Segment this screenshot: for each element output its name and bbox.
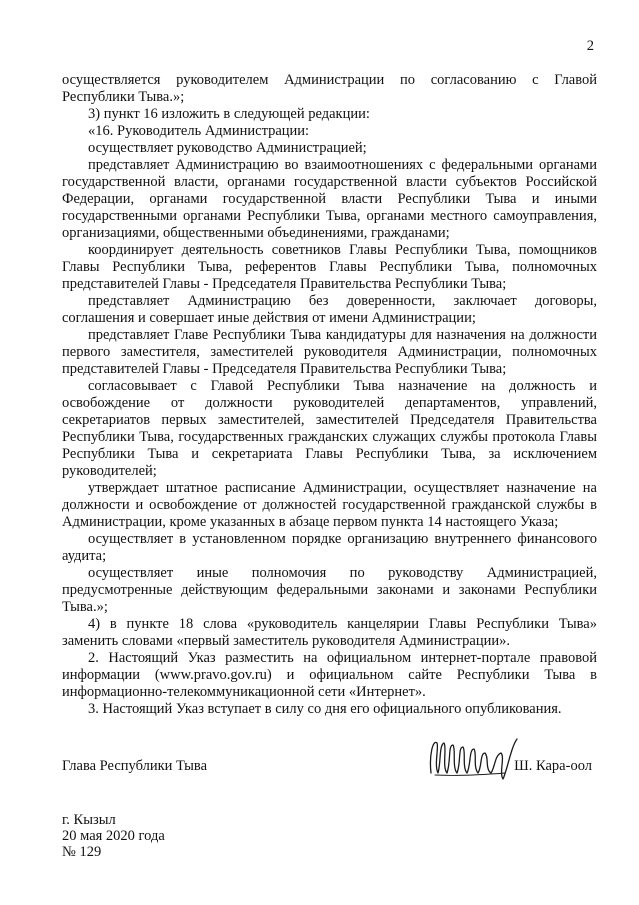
text-line: осуществляет руководство Администрацией; <box>88 140 367 156</box>
text-line: информационно-телекоммуникационной сети «Интернет». <box>62 684 426 700</box>
footer-number: № 129 <box>62 844 102 860</box>
text-line: 3. Настоящий Указ вступает в силу со дня его официального опубликования. <box>88 701 562 717</box>
footer-city: г. Кызыл <box>62 812 116 828</box>
text-line: соглашения и совершает иные действия от имени Администрации; <box>62 310 476 326</box>
text-line: представителей Главы - Председателя Правительства Республики Тыва; <box>62 361 507 377</box>
text-line: первого заместителя, заместителей руководителя Администрации, полномочных <box>62 344 597 360</box>
text-line: 2. Настоящий Указ разместить на официальном интернет-портале правовой <box>88 650 597 666</box>
text-line: «16. Руководитель Администрации: <box>88 123 310 139</box>
text-line: предусмотренные действующим федеральными законами и законами Республики <box>62 582 597 598</box>
text-line: Федерации, органами государственной власти Республики Тыва и иными <box>62 191 597 207</box>
text-line: руководителей; <box>62 463 157 479</box>
text-line: Республики Тыва, государственных гражданских служащих службы протокола Главы <box>62 429 597 445</box>
text-line: представляет Главе Республики Тыва кандидатуры для назначения на должности <box>88 327 597 343</box>
text-line: заменить словами «первый заместитель руководителя Администрации». <box>62 633 511 649</box>
text-line: 3) пункт 16 изложить в следующей редакции: <box>88 106 370 122</box>
signatory-name: Ш. Кара-оол <box>514 758 592 774</box>
page-number: 2 <box>586 38 594 54</box>
text-line: осуществляется руководителем Администрации по согласованию с Главой <box>62 72 597 88</box>
handwritten-signature <box>425 733 523 783</box>
signatory-position: Глава Республики Тыва <box>62 758 208 774</box>
text-line: освобождение от должности руководителей департаментов, управлений, <box>62 395 597 411</box>
text-line: представляет Администрацию во взаимоотношениях с федеральными органами <box>88 157 597 173</box>
text-line: секретариатов первых заместителей, заместителей Председателя Правительства <box>62 412 597 428</box>
text-line: согласовывает с Главой Республики Тыва назначение на должность и <box>88 378 597 394</box>
text-line: утверждает штатное расписание Администрации, осуществляет назначение на <box>88 480 597 496</box>
text-line: государственными органами Республики Тыва, органами местного самоуправления, <box>62 208 597 224</box>
text-line: Республики Тыва и секретариата Главы Республики Тыва, за исключением <box>62 446 597 462</box>
text-line: Республики Тыва.»; <box>62 89 185 105</box>
text-line: осуществляет иные полномочия по руководству Администрацией, <box>88 565 597 581</box>
text-line: государственной власти, органами государственной власти субъектов Российской <box>62 174 597 190</box>
text-line: 4) в пункте 18 слова «руководитель канцелярии Главы Республики Тыва» <box>88 616 597 632</box>
text-line: Администрации, кроме указанных в абзаце первом пункта 14 настоящего Указа; <box>62 514 559 530</box>
text-line: аудита; <box>62 548 107 564</box>
text-line: представляет Администрацию без доверенности, заключает договоры, <box>88 293 597 309</box>
text-line: организациями, общественными объединениями, гражданами; <box>62 225 450 241</box>
text-line: Тыва.»; <box>62 599 108 615</box>
text-line: осуществляет в установленном порядке организацию внутреннего финансового <box>88 531 597 547</box>
text-line: координирует деятельность советников Главы Республики Тыва, помощников <box>88 242 597 258</box>
text-line: представителей Главы - Председателя Правительства Республики Тыва; <box>62 276 507 292</box>
text-line: Главы Республики Тыва, референтов Главы Республики Тыва, полномочных <box>62 259 597 275</box>
text-line: должности и освобождение от должностей государственной гражданской службы в <box>62 497 597 513</box>
text-line: информации (www.pravo.gov.ru) и официальном сайте Республики Тыва в <box>62 667 597 683</box>
footer-date: 20 мая 2020 года <box>62 828 165 844</box>
